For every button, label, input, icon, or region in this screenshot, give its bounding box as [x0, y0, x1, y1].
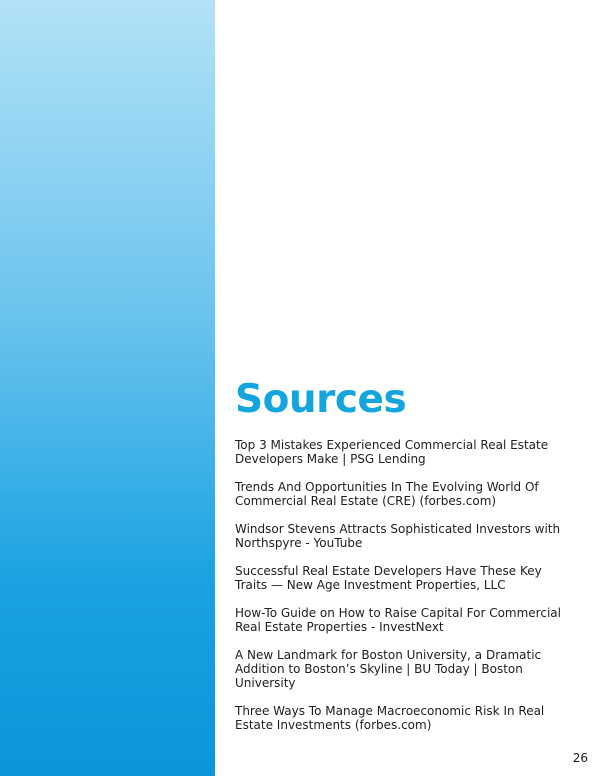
source-item[interactable]: Trends And Opportunities In The Evolving World Of Commercial Real Estate (CRE) (forbes.com)	[235, 480, 539, 508]
source-item[interactable]: Windsor Stevens Attracts Sophisticated Investors with Northspyre - YouTube	[235, 522, 561, 550]
source-list	[235, 438, 575, 732]
page-title: Sources	[235, 377, 407, 422]
sources-section	[235, 376, 575, 746]
source-item[interactable]: How-To Guide on How to Raise Capital For Commercial Real Estate Properties - InvestNext	[235, 606, 561, 634]
decorative-side-band	[0, 0, 215, 776]
source-item[interactable]: Three Ways To Manage Macroeconomic Risk In Real Estate Investments (forbes.com)	[235, 704, 545, 732]
source-item[interactable]: Top 3 Mistakes Experienced Commercial Real Estate Developers Make | PSG Lending	[235, 438, 549, 466]
page-number: 26	[572, 751, 588, 765]
source-item[interactable]: Successful Real Estate Developers Have These Key Traits — New Age Investment Properties, LLC	[235, 564, 542, 592]
source-item[interactable]: A New Landmark for Boston University, a Dramatic Addition to Boston’s Skyline | BU Today | Boston University	[235, 648, 542, 690]
